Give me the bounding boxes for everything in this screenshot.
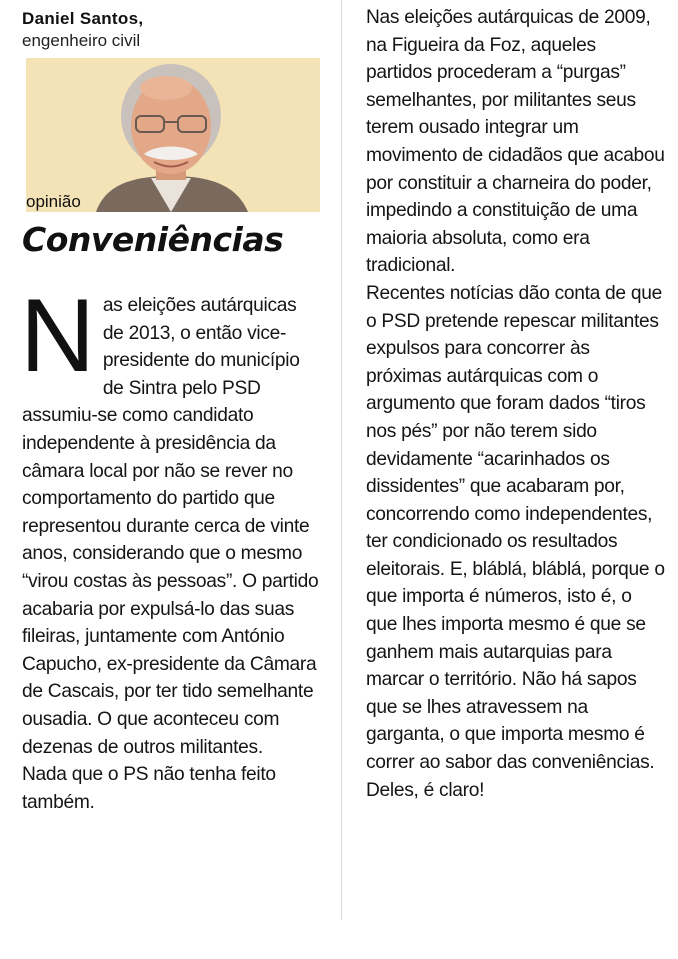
section-label: opinião xyxy=(26,192,81,211)
column-divider xyxy=(341,0,342,920)
paragraph: Nas eleições autárquicas de 2009, na Figueira da Foz, aqueles partidos procederam a “purgas” semelhantes, por militantes seus terem ousado integrar um movimento de cidadãos que acabou por constituir a charneira do poder, impedindo a constituição de uma maioria absoluta, como era tradicional. xyxy=(366,7,665,277)
article-headline: Conveniências xyxy=(22,220,284,259)
author-photo xyxy=(26,58,320,212)
drop-cap: N xyxy=(20,278,95,394)
author-name: Daniel Santos, xyxy=(22,9,144,28)
article-body-left xyxy=(20,278,322,816)
author-role: engenheiro civil xyxy=(22,31,141,50)
article-body-right xyxy=(366,4,666,804)
paragraph: Recentes notícias dão conta de que o PSD pretende repescar militantes expulsos para concorrer às próximas autárquicas com o argumento que foram dados “tiros nos pés” por não terem sido devidamente “acarinhados os dissidentes” que acabaram por, concorrendo como independentes, ter condicionado os resultados eleitorais. E, bláblá, bláblá, porque o que importa é números, isto é, o que lhes importa mesmo é que se ganhem mais autarquias para marcar o território. Não há sapos que se lhes atravessem na garganta, o que importa mesmo é correr ao sabor das conveniências. Deles, é claro! xyxy=(366,282,665,801)
paragraph: as eleições autárquicas de 2013, o então vice-presidente do município de Sintra pelo PSD assumiu-se como candidato independente à presidência da câmara local por não se rever no comportamento do partido que representou durante cerca de vinte anos, considerando que o mesmo “virou costas às pessoas”. O partido acabaria por expulsá-lo das suas fileiras, juntamente com António Capucho, ex-presidente da Câmara de Cascais, por ter tido semelhante ousadia. O que aconteceu com dezenas de outros militantes. xyxy=(22,295,319,758)
author-portrait-icon xyxy=(26,58,320,212)
paragraph: Nada que o PS não tenha feito também. xyxy=(22,764,276,813)
left-column xyxy=(22,8,322,816)
